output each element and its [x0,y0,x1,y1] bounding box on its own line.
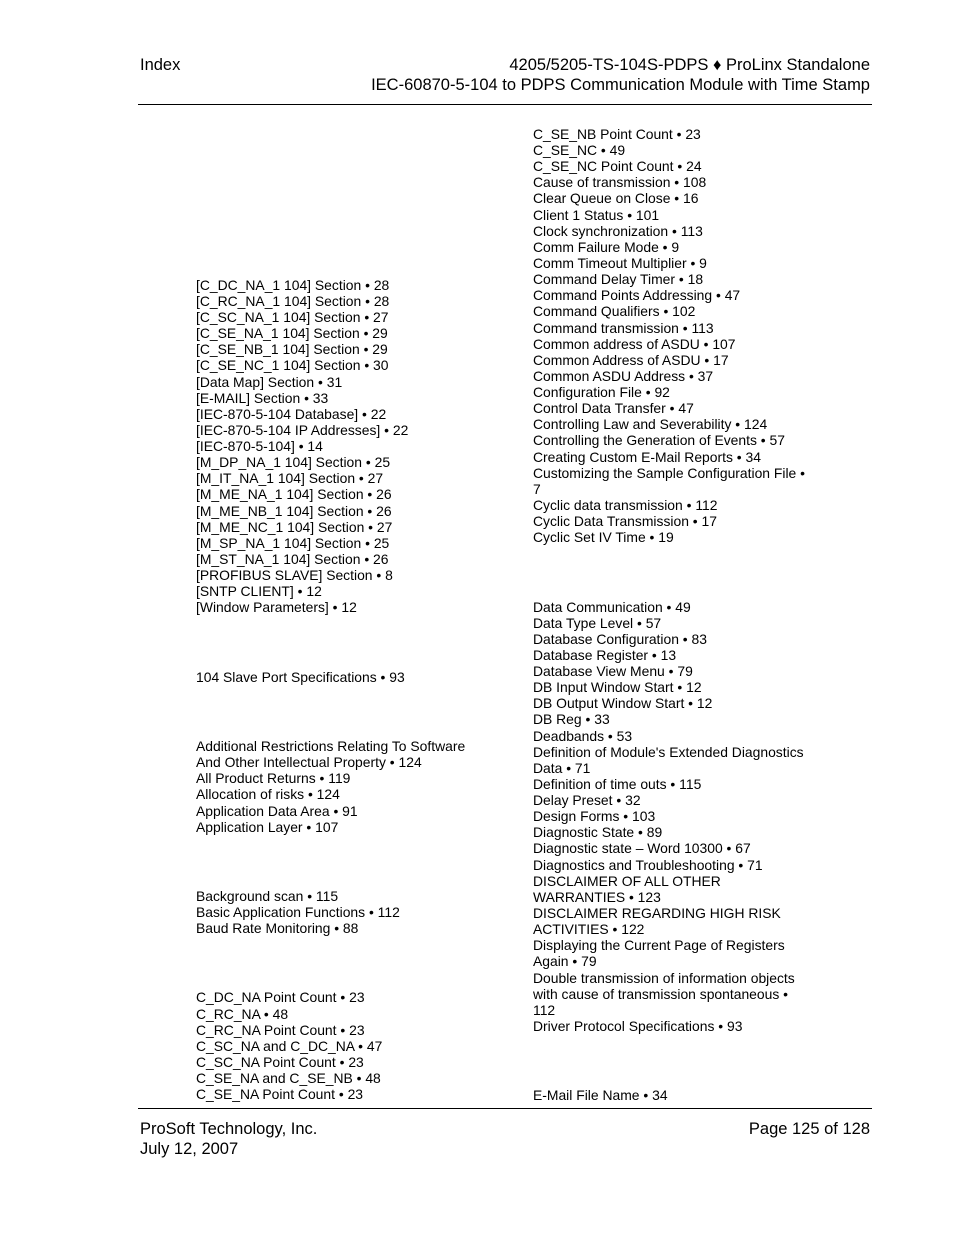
index-entry-line: 7 [533,481,541,498]
index-entry: Clock synchronization • 113 [533,223,703,239]
index-entry: Definition of time outs • 115 [533,776,702,792]
index-entry: Allocation of risks • 124 [196,786,340,802]
index-entry: Driver Protocol Specifications • 93 [533,1018,743,1034]
index-entry: DB Reg • 33 [533,711,610,727]
header-section-label: Index [140,56,181,74]
index-entry-line: with cause of transmission spontaneous • [533,986,789,1003]
index-entry-line: ACTIVITIES • 122 [533,921,645,938]
index-entry: Cause of transmission • 108 [533,174,707,190]
index-entry [533,937,840,969]
index-entry: [SNTP CLIENT] • 12 [196,583,322,599]
index-entry-line: Data • 71 [533,760,591,777]
index-entry: Clear Queue on Close • 16 [533,190,699,206]
index-entry: Application Layer • 107 [196,819,339,835]
index-entry: C_RC_NA • 48 [196,1006,289,1022]
index-entry: C_DC_NA Point Count • 23 [196,989,365,1005]
index-entry: [Window Parameters] • 12 [196,599,357,615]
index-entry: Diagnostic State • 89 [533,824,663,840]
index-entry: [IEC-870-5-104] • 14 [196,438,323,454]
index-entry: C_SE_NA and C_SE_NB • 48 [196,1070,381,1086]
index-entry: C_SE_NC • 49 [533,142,626,158]
index-entry [533,744,840,776]
index-entry: Database Register • 13 [533,647,677,663]
index-entry: [M_DP_NA_1 104] Section • 25 [196,454,391,470]
index-entry: [C_DC_NA_1 104] Section • 28 [196,277,390,293]
index-entry-line: DISCLAIMER OF ALL OTHER [533,873,721,889]
index-entry-line: Displaying the Current Page of Registers [533,937,785,953]
index-entry: [M_ME_NA_1 104] Section • 26 [196,486,392,502]
index-entry: Baud Rate Monitoring • 88 [196,920,359,936]
index-entry: [M_ME_NC_1 104] Section • 27 [196,519,393,535]
index-entry: [PROFIBUS SLAVE] Section • 8 [196,567,393,583]
index-entry-line: DISCLAIMER REGARDING HIGH RISK [533,905,781,921]
index-entry [533,873,840,905]
index-entry: Command transmission • 113 [533,320,714,336]
index-entry: [E-MAIL] Section • 33 [196,390,329,406]
index-entry: [Data Map] Section • 31 [196,374,343,390]
index-entry: [C_SE_NB_1 104] Section • 29 [196,341,388,357]
index-entry: [C_SE_NA_1 104] Section • 29 [196,325,388,341]
index-entry: Database Configuration • 83 [533,631,707,647]
index-entry: [M_SP_NA_1 104] Section • 25 [196,535,390,551]
index-entry: C_SE_NA Point Count • 23 [196,1086,364,1102]
index-entry: Client 1 Status • 101 [533,207,660,223]
index-entry: [M_IT_NA_1 104] Section • 27 [196,470,384,486]
header-title-line-2: IEC-60870-5-104 to PDPS Communication Module with Time Stamp [371,75,870,94]
index-entry [196,738,503,770]
index-entry [533,970,840,1018]
index-entry-line: 112 [533,1002,556,1019]
index-entry-line: And Other Intellectual Property • 124 [196,754,422,771]
index-entry: [C_SE_NC_1 104] Section • 30 [196,357,389,373]
index-entry: Comm Failure Mode • 9 [533,239,680,255]
index-entry: Application Data Area • 91 [196,803,358,819]
index-entry: Diagnostics and Troubleshooting • 71 [533,857,763,873]
index-entry: Design Forms • 103 [533,808,656,824]
index-entry-line: Additional Restrictions Relating To Software [196,738,466,754]
footer-company: ProSoft Technology, Inc. [140,1120,318,1138]
index-entry-line: Customizing the Sample Configuration File • [533,465,806,481]
index-entry: [M_ST_NA_1 104] Section • 26 [196,551,389,567]
header-title-line-1: 4205/5205-TS-104S-PDPS ♦ ProLinx Standalone [509,56,870,74]
index-entry: Data Type Level • 57 [533,615,662,631]
index-entry: Command Delay Timer • 18 [533,271,704,287]
index-entry-line: WARRANTIES • 123 [533,889,661,906]
index-entry: 104 Slave Port Specifications • 93 [196,669,405,685]
index-entry: DB Input Window Start • 12 [533,679,702,695]
index-entry: Cyclic Set IV Time • 19 [533,529,674,545]
index-entry: Diagnostic state – Word 10300 • 67 [533,840,751,856]
index-entry: Command Qualifiers • 102 [533,303,696,319]
index-entry-line: Double transmission of information objects [533,970,795,986]
index-entry: DB Output Window Start • 12 [533,695,713,711]
index-entry: [IEC-870-5-104 IP Addresses] • 22 [196,422,409,438]
index-entry [533,465,840,497]
index-entry: [IEC-870-5-104 Database] • 22 [196,406,387,422]
index-entry: Comm Timeout Multiplier • 9 [533,255,707,271]
index-entry: [M_ME_NB_1 104] Section • 26 [196,503,392,519]
index-entry: E-Mail File Name • 34 [533,1087,668,1103]
index-entry: Common ASDU Address • 37 [533,368,714,384]
index-entry: C_RC_NA Point Count • 23 [196,1022,365,1038]
index-entry: Controlling Law and Severability • 124 [533,416,768,432]
index-entry: Common address of ASDU • 107 [533,336,736,352]
index-entry-line: Again • 79 [533,953,597,970]
index-entry: C_SC_NA Point Count • 23 [196,1054,364,1070]
index-entry: Database View Menu • 79 [533,663,693,679]
index-entry: Configuration File • 92 [533,384,670,400]
index-entry: Basic Application Functions • 112 [196,904,400,920]
index-entry: [C_SC_NA_1 104] Section • 27 [196,309,389,325]
index-entry: Control Data Transfer • 47 [533,400,694,416]
index-entry: Command Points Addressing • 47 [533,287,741,303]
index-entry: [C_RC_NA_1 104] Section • 28 [196,293,390,309]
index-entry: C_SC_NA and C_DC_NA • 47 [196,1038,383,1054]
footer-page-number: Page 125 of 128 [748,1120,870,1138]
index-entry: Cyclic Data Transmission • 17 [533,513,717,529]
index-entry [533,905,840,937]
header-rule [138,104,872,105]
index-entry: C_SE_NC Point Count • 24 [533,158,702,174]
index-entry: Delay Preset • 32 [533,792,641,808]
footer-date: July 12, 2007 [140,1139,239,1158]
index-entry: Cyclic data transmission • 112 [533,497,718,513]
footer-publisher [140,1120,317,1159]
index-entry: Common Address of ASDU • 17 [533,352,729,368]
index-entry-line: Definition of Module's Extended Diagnostics [533,744,804,760]
index-entry: Controlling the Generation of Events • 57 [533,432,785,448]
index-entry: Background scan • 115 [196,888,339,904]
header-document-title [371,56,870,95]
index-entry: C_SE_NB Point Count • 23 [533,126,701,142]
index-entry: Creating Custom E-Mail Reports • 34 [533,449,761,465]
index-entry: Deadbands • 53 [533,728,633,744]
index-entry: All Product Returns • 119 [196,770,351,786]
index-entry: Data Communication • 49 [533,599,691,615]
footer-rule [138,1108,872,1109]
